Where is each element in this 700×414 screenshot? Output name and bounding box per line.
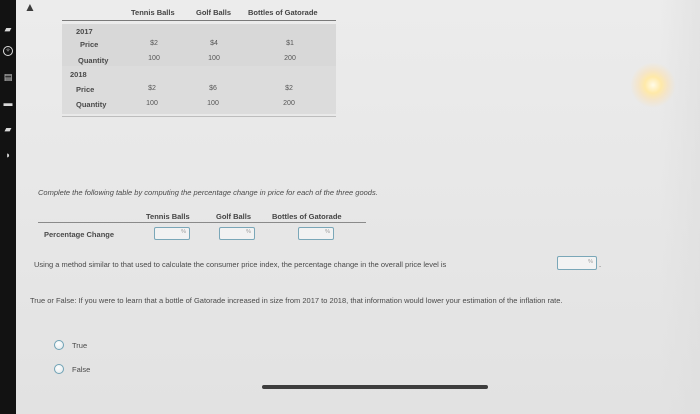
screen-edge-shade xyxy=(660,0,700,414)
cell-value: 100 xyxy=(146,100,158,107)
table-bottom-divider xyxy=(62,116,336,117)
percent-unit: % xyxy=(588,259,593,265)
row-label-price: Price xyxy=(80,40,99,49)
pct-header-gatorade: Bottles of Gatorade xyxy=(272,212,342,221)
cell-value: 100 xyxy=(208,55,220,62)
moon-icon[interactable]: ◗ xyxy=(5,150,11,160)
cell-value: 200 xyxy=(283,100,295,107)
percent-unit: % xyxy=(181,229,186,235)
header-gatorade: Bottles of Gatorade xyxy=(248,8,318,17)
row-label-quantity: Quantity xyxy=(78,56,109,65)
question-overall-price-level: Using a method similar to that used to calculate the consumer price index, the percentage change in the overall price level is xyxy=(34,260,447,269)
pct-input-tennis-balls[interactable] xyxy=(154,227,190,240)
year-label: 2017 xyxy=(76,27,93,36)
pct-input-gatorade[interactable] xyxy=(298,227,334,240)
cell-value: $4 xyxy=(210,40,218,47)
cell-value: 100 xyxy=(148,55,160,62)
pct-row-label: Percentage Change xyxy=(44,230,115,239)
pct-header-divider xyxy=(38,222,366,223)
bookmark-icon[interactable]: ▰ xyxy=(4,124,12,134)
browser-sidebar xyxy=(0,0,16,414)
overall-price-level-input[interactable] xyxy=(557,256,597,270)
cell-value: $2 xyxy=(148,85,156,92)
header-divider xyxy=(62,20,336,21)
sentence-period: . xyxy=(599,260,602,269)
cell-value: $1 xyxy=(286,40,294,47)
pct-header-tennis-balls: Tennis Balls xyxy=(146,212,190,221)
flag-icon[interactable]: ▬ xyxy=(3,98,13,108)
radio-label-false[interactable]: False xyxy=(72,365,91,374)
instruction-text: Complete the following table by computing the percentage change in price for each of the three goods. xyxy=(38,188,378,197)
light-glare xyxy=(630,62,676,108)
bookmark-icon[interactable]: ▰ xyxy=(4,24,12,34)
header-tennis-balls: Tennis Balls xyxy=(131,8,175,17)
radio-true[interactable] xyxy=(54,340,64,350)
pct-input-golf-balls[interactable] xyxy=(219,227,255,240)
cell-value: $2 xyxy=(285,85,293,92)
question-true-false: True or False: If you were to learn that a bottle of Gatorade increased in size from 2017 to 2018, that information would lower your estimation of the inflation rate. xyxy=(30,296,563,305)
percent-unit: % xyxy=(325,229,330,235)
cell-value: 100 xyxy=(207,100,219,107)
pct-header-golf-balls: Golf Balls xyxy=(216,212,252,221)
row-label-price: Price xyxy=(76,85,95,94)
radio-false[interactable] xyxy=(54,364,64,374)
cell-value: 200 xyxy=(284,55,296,62)
year-label: 2018 xyxy=(70,70,87,79)
horizontal-scrollbar[interactable] xyxy=(262,385,488,389)
row-label-quantity: Quantity xyxy=(76,100,107,109)
cell-value: $2 xyxy=(150,40,158,47)
cell-value: $6 xyxy=(209,85,217,92)
back-arrow-icon[interactable]: ▲ xyxy=(24,0,36,14)
radio-label-true[interactable]: True xyxy=(72,341,88,350)
compass-icon[interactable]: ✧ xyxy=(3,46,13,56)
book-icon[interactable]: ▤ xyxy=(3,72,13,82)
header-golf-balls: Golf Balls xyxy=(196,8,232,17)
percent-unit: % xyxy=(246,229,251,235)
